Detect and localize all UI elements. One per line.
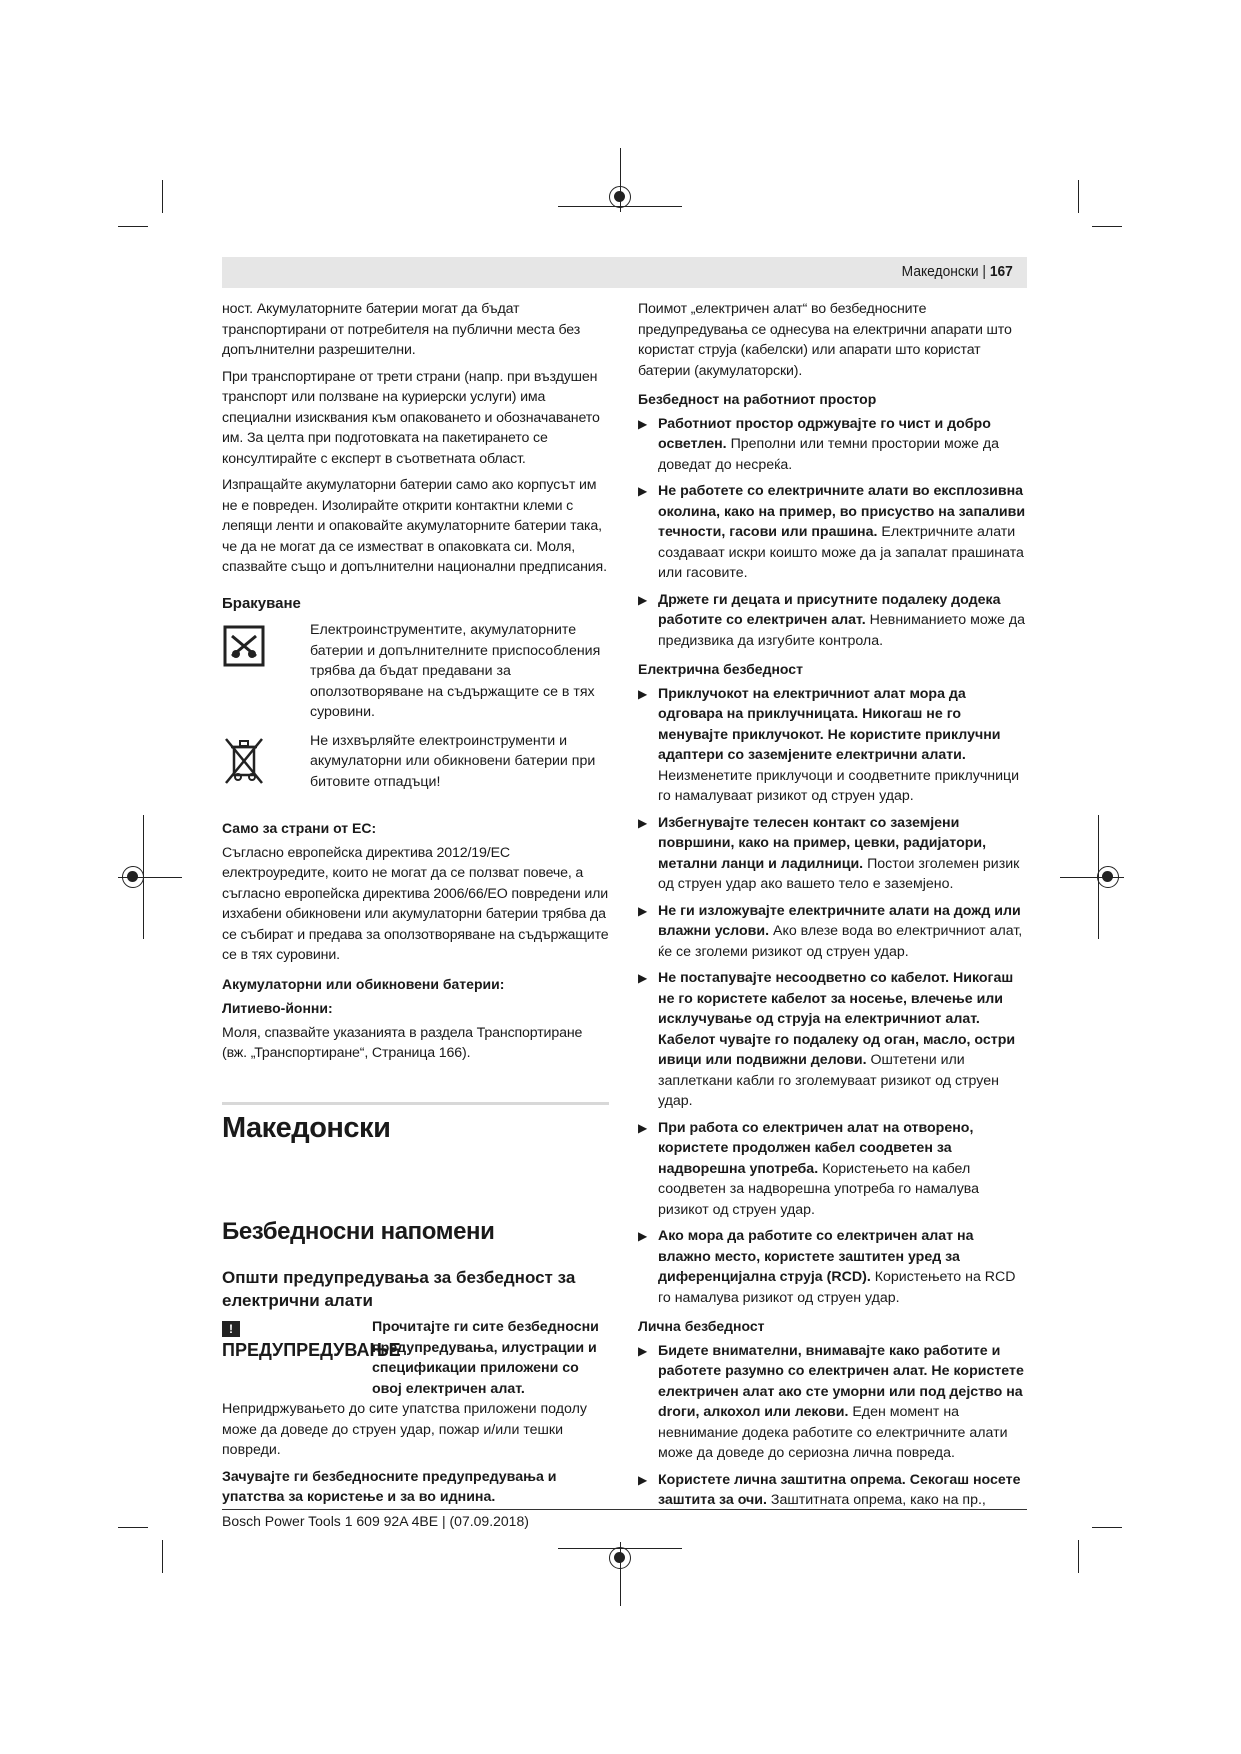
title-rule [222,1102,609,1105]
crop-mark [1092,226,1122,227]
registration-mark [122,866,144,888]
crop-mark [1078,1540,1079,1573]
registration-mark [609,186,631,208]
disposal-row-recycle [222,620,609,723]
list-item: ▶ Приклучокот на електричниот алат мора да одговара на приклучницата. Никогаш не го менувајте приклучокот. Не користите приклучни адаптери со заземјените електрични алати. Неизменетите приклучоци и соодветните приклучници го намалуваат ризикот од струен удар. [638,684,1030,807]
disposal-text-2: Не изхвърляйте електроинструменти и акумулаторни или обикновени батерии при битовите отпадъци! [310,732,596,790]
warning-text-bold: Прочитајте ги сите безбедносни предупредувања, илустрации и спецификации приложени со овој електричен алат. [372,1319,599,1397]
crossed-bin-icon [222,735,266,787]
intro-text: Поимот „електричен алат“ во безбедносните предупредувања се однесува на електрични апарати што користат струја (кабелски) или апарати што користат батерии (акумулаторски). [638,301,1012,379]
paragraph: При транспортиране от трети страни (напр. при въздушен транспорт или ползване на куриерски услуги) има специални изисквания към опаковането и обозначаването им. За целта при подготовката на пакетирането се консултирайте с експерт в съответната област. [222,368,600,467]
list-item: ▶ Работниот простор одржувајте го чист и добро осветлен. Преполни или темни простории може да доведат до несреќа. [638,414,1030,476]
list-item: ▶ Бидете внимателни, внимавајте како работите и работете разумно со електричен алат. Не користете електричен алат ако сте уморни или под дејство на droги, алкохол или лекови. Еден момент на невнимание додека работите со електричните алати може да доведе до сериозна лична повреда. [638,1341,1030,1464]
left-column [222,299,609,1070]
recycle-tools-icon [222,624,266,668]
crop-mark [1078,180,1079,213]
warning-icon: ! [222,1321,240,1337]
disposal-heading: Бракуване [222,594,301,612]
crop-mark [162,1540,163,1573]
warning-label: ! ПРЕДУПРЕДУВАЊЕ [222,1322,401,1360]
general-warnings-title: Општи предупредувања за безбедност за електрични алати [222,1268,576,1310]
li-ion-text: Моля, спазвайте указанията в раздела Транспортиране (вж. „Транспортиране“, Страница 166). [222,1024,583,1061]
list-item: ▶ Не работете со електричните алати во експлозивна околина, како на пример, во присуство на запаливи течности, гасови или прашина. Електричните алати создаваат искри коишто може да ја запалат прашината или гасовите. [638,481,1030,584]
crop-mark [118,226,148,227]
list-item: ▶ Користете лична заштитна опрема. Секогаш носете заштита за очи. Заштитната опрема, како на пр., [638,1470,1030,1511]
right-column [638,299,1030,1517]
page-number: 167 [989,263,1013,280]
eu-heading: Само за страни от ЕС: [222,820,377,836]
li-ion-heading: Литиево-йонни: [222,1000,333,1016]
registration-mark [609,1547,631,1569]
list-item: ▶ Избегнувајте телесен контакт со заземјени површини, како на пример, цевки, радијатори, метални ланци и ладилници. Постои зголемен ризик од струен удар ако вашето тело е заземјено. [638,813,1030,895]
eu-text: Съгласно европейска директива 2012/19/ЕС електроуредите, които не могат да се ползват повече, а съгласно европейска директива 2006/66/ЕО повредени или изхабени обикновени или акумулаторни батерии трябва да се събират и предава за оползотворяване на съдържащите се в тях суровини. [222,844,609,963]
electrical-heading: Електрична безбедност [638,661,803,677]
page-header [222,257,1027,288]
paragraph: ност. Акумулаторните батерии могат да бъдат транспортирани от потребителя на публични места без допълнителни разрешителни. [222,301,581,358]
warning-box [222,1317,609,1508]
header-label: Македонски | 167 [901,263,1013,280]
paragraph: Изпращайте акумулаторни батерии само ако корпусът им не е повреден. Изолирайте открити контактни клеми с лепящи ленти и опаковайте акумулаторните батерии така, че да не могат да се изместват в опаковката си. Моля, спазвайте също и допълнителни национални предписания. [222,477,607,575]
list-item: ▶ Држете ги децата и присутните подалеку додека работите со електричен алат. Невниманието може да предизвика да изгубите контрола. [638,590,1030,652]
list-item: ▶ При работа со електричен алат на отворено, користете продолжен кабел соодветен за надворешна употреба. Користењето на кабел соодветен за надворешна употреба го намалува ризикот од струен удар. [638,1118,1030,1221]
header-language: Македонски [901,263,979,280]
list-item: ▶ Не ги изложувајте електричните алати на дожд или влажни услови. Ако влезе вода во електричниот алат, ќе се зголеми ризикот од струен удар. [638,901,1030,963]
disposal-row-bin [222,731,609,793]
footer-rule [222,1509,1027,1510]
safety-title: Безбедносни напомени [222,1218,495,1245]
language-title: Македонски [222,1112,391,1144]
footer-text: Bosch Power Tools 1 609 92A 4BE | (07.09.2018) [222,1513,529,1529]
keep-instructions: Зачувајте ги безбедносните предупредувања и упатства за користење и за во иднина. [222,1468,557,1505]
warning-text: Непридржувањето до сите упатства приложени подолу може да доведе до струен удар, пожар и/или тешки повреди. [222,1401,587,1458]
crop-mark [118,1527,148,1528]
work-area-heading: Безбедност на работниот простор [638,391,877,407]
personal-heading: Лична безбедност [638,1318,765,1334]
list-item: ▶ Не постапувајте несоодветно со кабелот. Никогаш не го користете кабелот за носење, влечење или исклучување од струја на електричниот алат. Кабелот чувајте го подалеку од оган, масло, остри ивици или подвижни делови. Оштетени или заплеткани кабли го зголемуваат ризикот од струен удар. [638,968,1030,1112]
disposal-text-1: Електроинструментите, акумулаторните батерии и допълнителните приспособления трябва да бъдат предавани за оползотворяване на съдържащите се в тях суровини. [310,622,601,720]
crop-mark [162,180,163,213]
registration-mark [1097,866,1119,888]
battery-heading: Акумулаторни или обикновени батерии: [222,975,505,992]
list-item: ▶ Ако мора да работите со електричен алат на влажно место, користете заштитен уред за диференцијална струја (RCD). Користењето на RCD го намалува ризикот од струен удар. [638,1226,1030,1308]
crop-mark [1092,1527,1122,1528]
